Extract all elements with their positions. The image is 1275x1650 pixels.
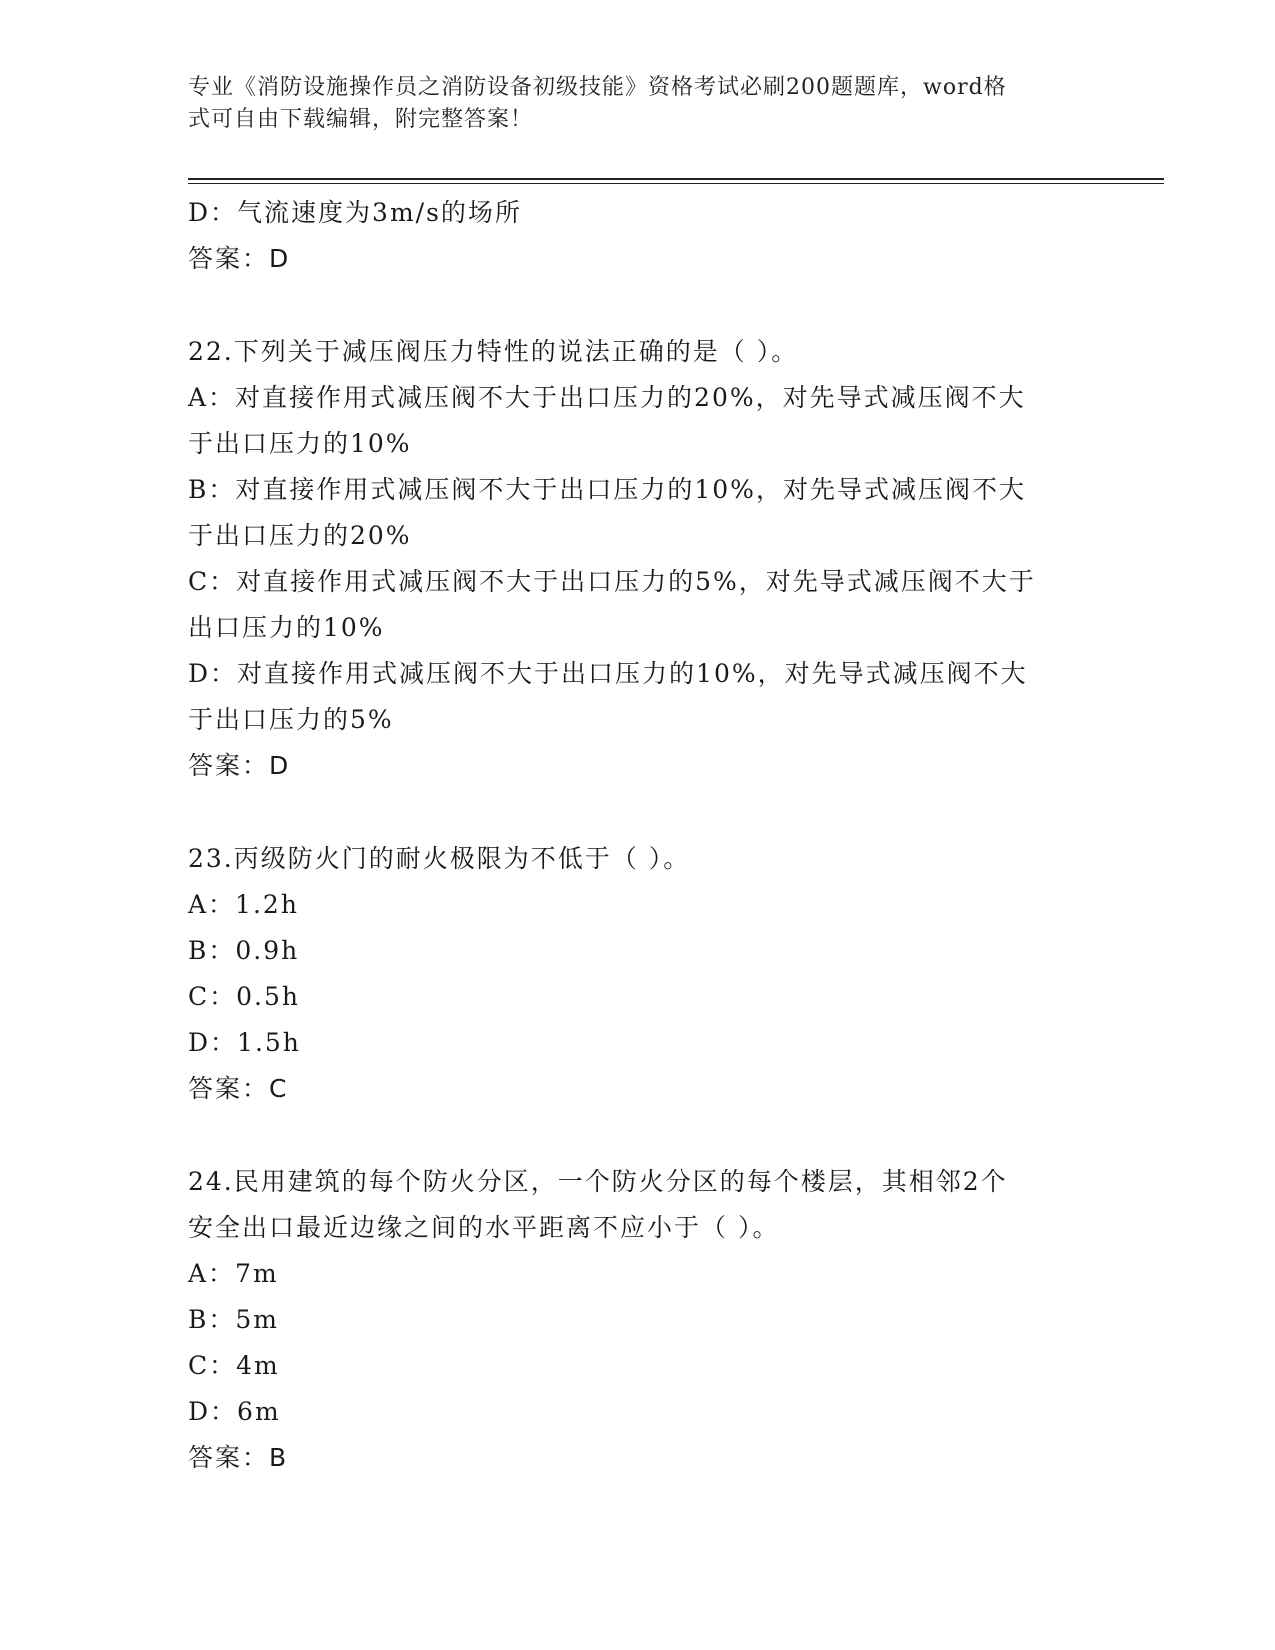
q24-option-c: C：4m xyxy=(188,1351,280,1380)
question-content xyxy=(188,190,1088,1481)
q23-option-b: B：0.9h xyxy=(188,936,300,965)
q24-title-line1: 24.民用建筑的每个防火分区，一个防火分区的每个楼层，其相邻2个 xyxy=(188,1167,1008,1196)
header-divider-thick xyxy=(188,178,1164,180)
prev-option-d: D：气流速度为3m/s的场所 xyxy=(188,198,522,227)
q22-option-b-line1: B：对直接作用式减压阀不大于出口压力的10%，对先导式减压阀不大 xyxy=(188,475,1026,504)
q24-answer: 答案：B xyxy=(188,1443,289,1472)
q22-option-d-line1: D：对直接作用式减压阀不大于出口压力的10%，对先导式减压阀不大 xyxy=(188,659,1028,688)
q24-option-a: A：7m xyxy=(188,1259,279,1288)
header-divider-thin xyxy=(188,183,1164,184)
q22-option-c-line2: 出口压力的10% xyxy=(188,613,385,642)
q23-option-a: A：1.2h xyxy=(188,890,299,919)
spacer xyxy=(188,789,1088,836)
q22-option-c-line1: C：对直接作用式减压阀不大于出口压力的5%，对先导式减压阀不大于 xyxy=(188,567,1036,596)
q23-answer: 答案：C xyxy=(188,1074,289,1103)
q22-option-d-line2: 于出口压力的5% xyxy=(188,705,394,734)
q23-title: 23.丙级防火门的耐火极限为不低于（ ）。 xyxy=(188,844,691,873)
prev-answer: 答案：D xyxy=(188,244,291,273)
header-line-2: 式可自由下载编辑，附完整答案！ xyxy=(188,107,534,132)
q24-option-d: D：6m xyxy=(188,1397,281,1426)
q22-option-a-line1: A：对直接作用式减压阀不大于出口压力的20%，对先导式减压阀不大 xyxy=(188,383,1026,412)
q24-title-line2: 安全出口最近边缘之间的水平距离不应小于（ ）。 xyxy=(188,1213,780,1242)
q22-title: 22.下列关于减压阀压力特性的说法正确的是（ ）。 xyxy=(188,337,799,366)
q24-option-b: B：5m xyxy=(188,1305,279,1334)
q23-option-d: D：1.5h xyxy=(188,1028,301,1057)
spacer xyxy=(188,282,1088,329)
q22-option-b-line2: 于出口压力的20% xyxy=(188,521,412,550)
document-header xyxy=(188,72,1068,136)
header-line-1: 专业《消防设施操作员之消防设备初级技能》资格考试必刷200题题库，word格 xyxy=(188,75,1007,100)
q23-option-c: C：0.5h xyxy=(188,982,300,1011)
spacer xyxy=(188,1112,1088,1159)
q22-answer: 答案：D xyxy=(188,751,291,780)
q22-option-a-line2: 于出口压力的10% xyxy=(188,429,412,458)
